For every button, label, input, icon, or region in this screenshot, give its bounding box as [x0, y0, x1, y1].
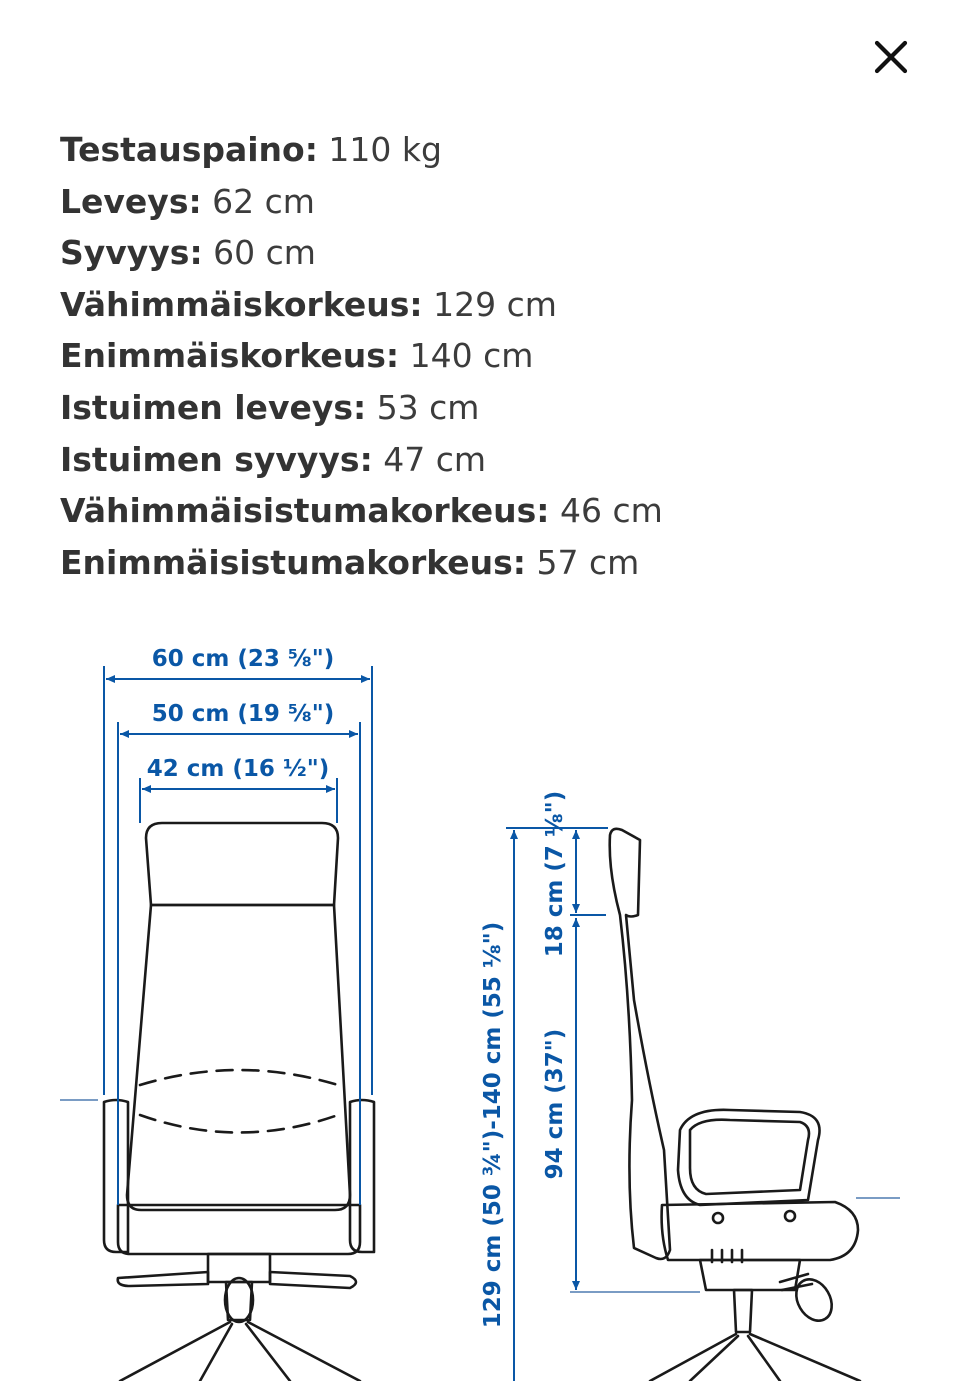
spec-value: 47 cm: [383, 439, 487, 479]
spec-value: 129 cm: [433, 284, 557, 324]
dim-back-width: 42 cm (16 ½"): [146, 756, 330, 782]
dim-overall-width: 60 cm (23 ⅝"): [151, 646, 335, 672]
spec-row: [60, 227, 663, 279]
spec-row: [60, 434, 663, 486]
dim-back-height: 94 cm (37"): [542, 1028, 568, 1180]
dim-total-height: 129 cm (50 ¾")-140 cm (55 ⅛"): [480, 921, 506, 1329]
spec-value: 60 cm: [213, 233, 316, 273]
dim-seat-width: 50 cm (19 ⅝"): [151, 701, 335, 727]
spec-value: 46 cm: [559, 491, 663, 531]
side-seat: [662, 1202, 858, 1260]
side-backrest: [610, 829, 670, 1259]
front-armrest-right: [350, 1100, 374, 1252]
spec-row: [60, 176, 663, 228]
dim-headrest-height: 18 cm (7 ⅛"): [542, 790, 568, 958]
spec-value: 62 cm: [212, 181, 315, 221]
front-armrest-left: [104, 1100, 128, 1252]
spec-row: [60, 124, 663, 176]
spec-label: Istuimen leveys:: [60, 387, 367, 427]
spec-label: Syvyys:: [60, 233, 203, 273]
spec-value: 110 kg: [328, 130, 442, 169]
front-seat: [118, 1205, 360, 1254]
spec-label: Istuimen syvyys:: [60, 439, 373, 479]
spec-label: Vähimmäisistumakorkeus:: [60, 491, 550, 531]
spec-row: [60, 330, 663, 382]
spec-list: [60, 124, 663, 588]
spec-row: [60, 537, 663, 589]
spec-row: [60, 279, 663, 331]
spec-value: 140 cm: [409, 336, 534, 376]
front-backrest: [127, 905, 350, 1210]
chair-side-view: [610, 829, 860, 1381]
spec-label: Vähimmäiskorkeus:: [60, 284, 423, 324]
spec-value: 57 cm: [536, 542, 640, 582]
spec-row: [60, 382, 663, 434]
spec-label: Enimmäisistumakorkeus:: [60, 542, 526, 582]
spec-value: 53 cm: [376, 387, 480, 427]
spec-label: Testauspaino:: [60, 130, 318, 169]
spec-row: [60, 485, 663, 537]
spec-label: Enimmäiskorkeus:: [60, 336, 400, 376]
front-headrest: [146, 823, 338, 905]
close-button[interactable]: [862, 28, 920, 86]
front-dimensions: [104, 666, 372, 1205]
spec-label: Leveys:: [60, 181, 202, 221]
chair-dimension-drawing: [0, 600, 960, 1381]
chair-front-view: [104, 823, 374, 1381]
close-icon: [874, 40, 908, 74]
